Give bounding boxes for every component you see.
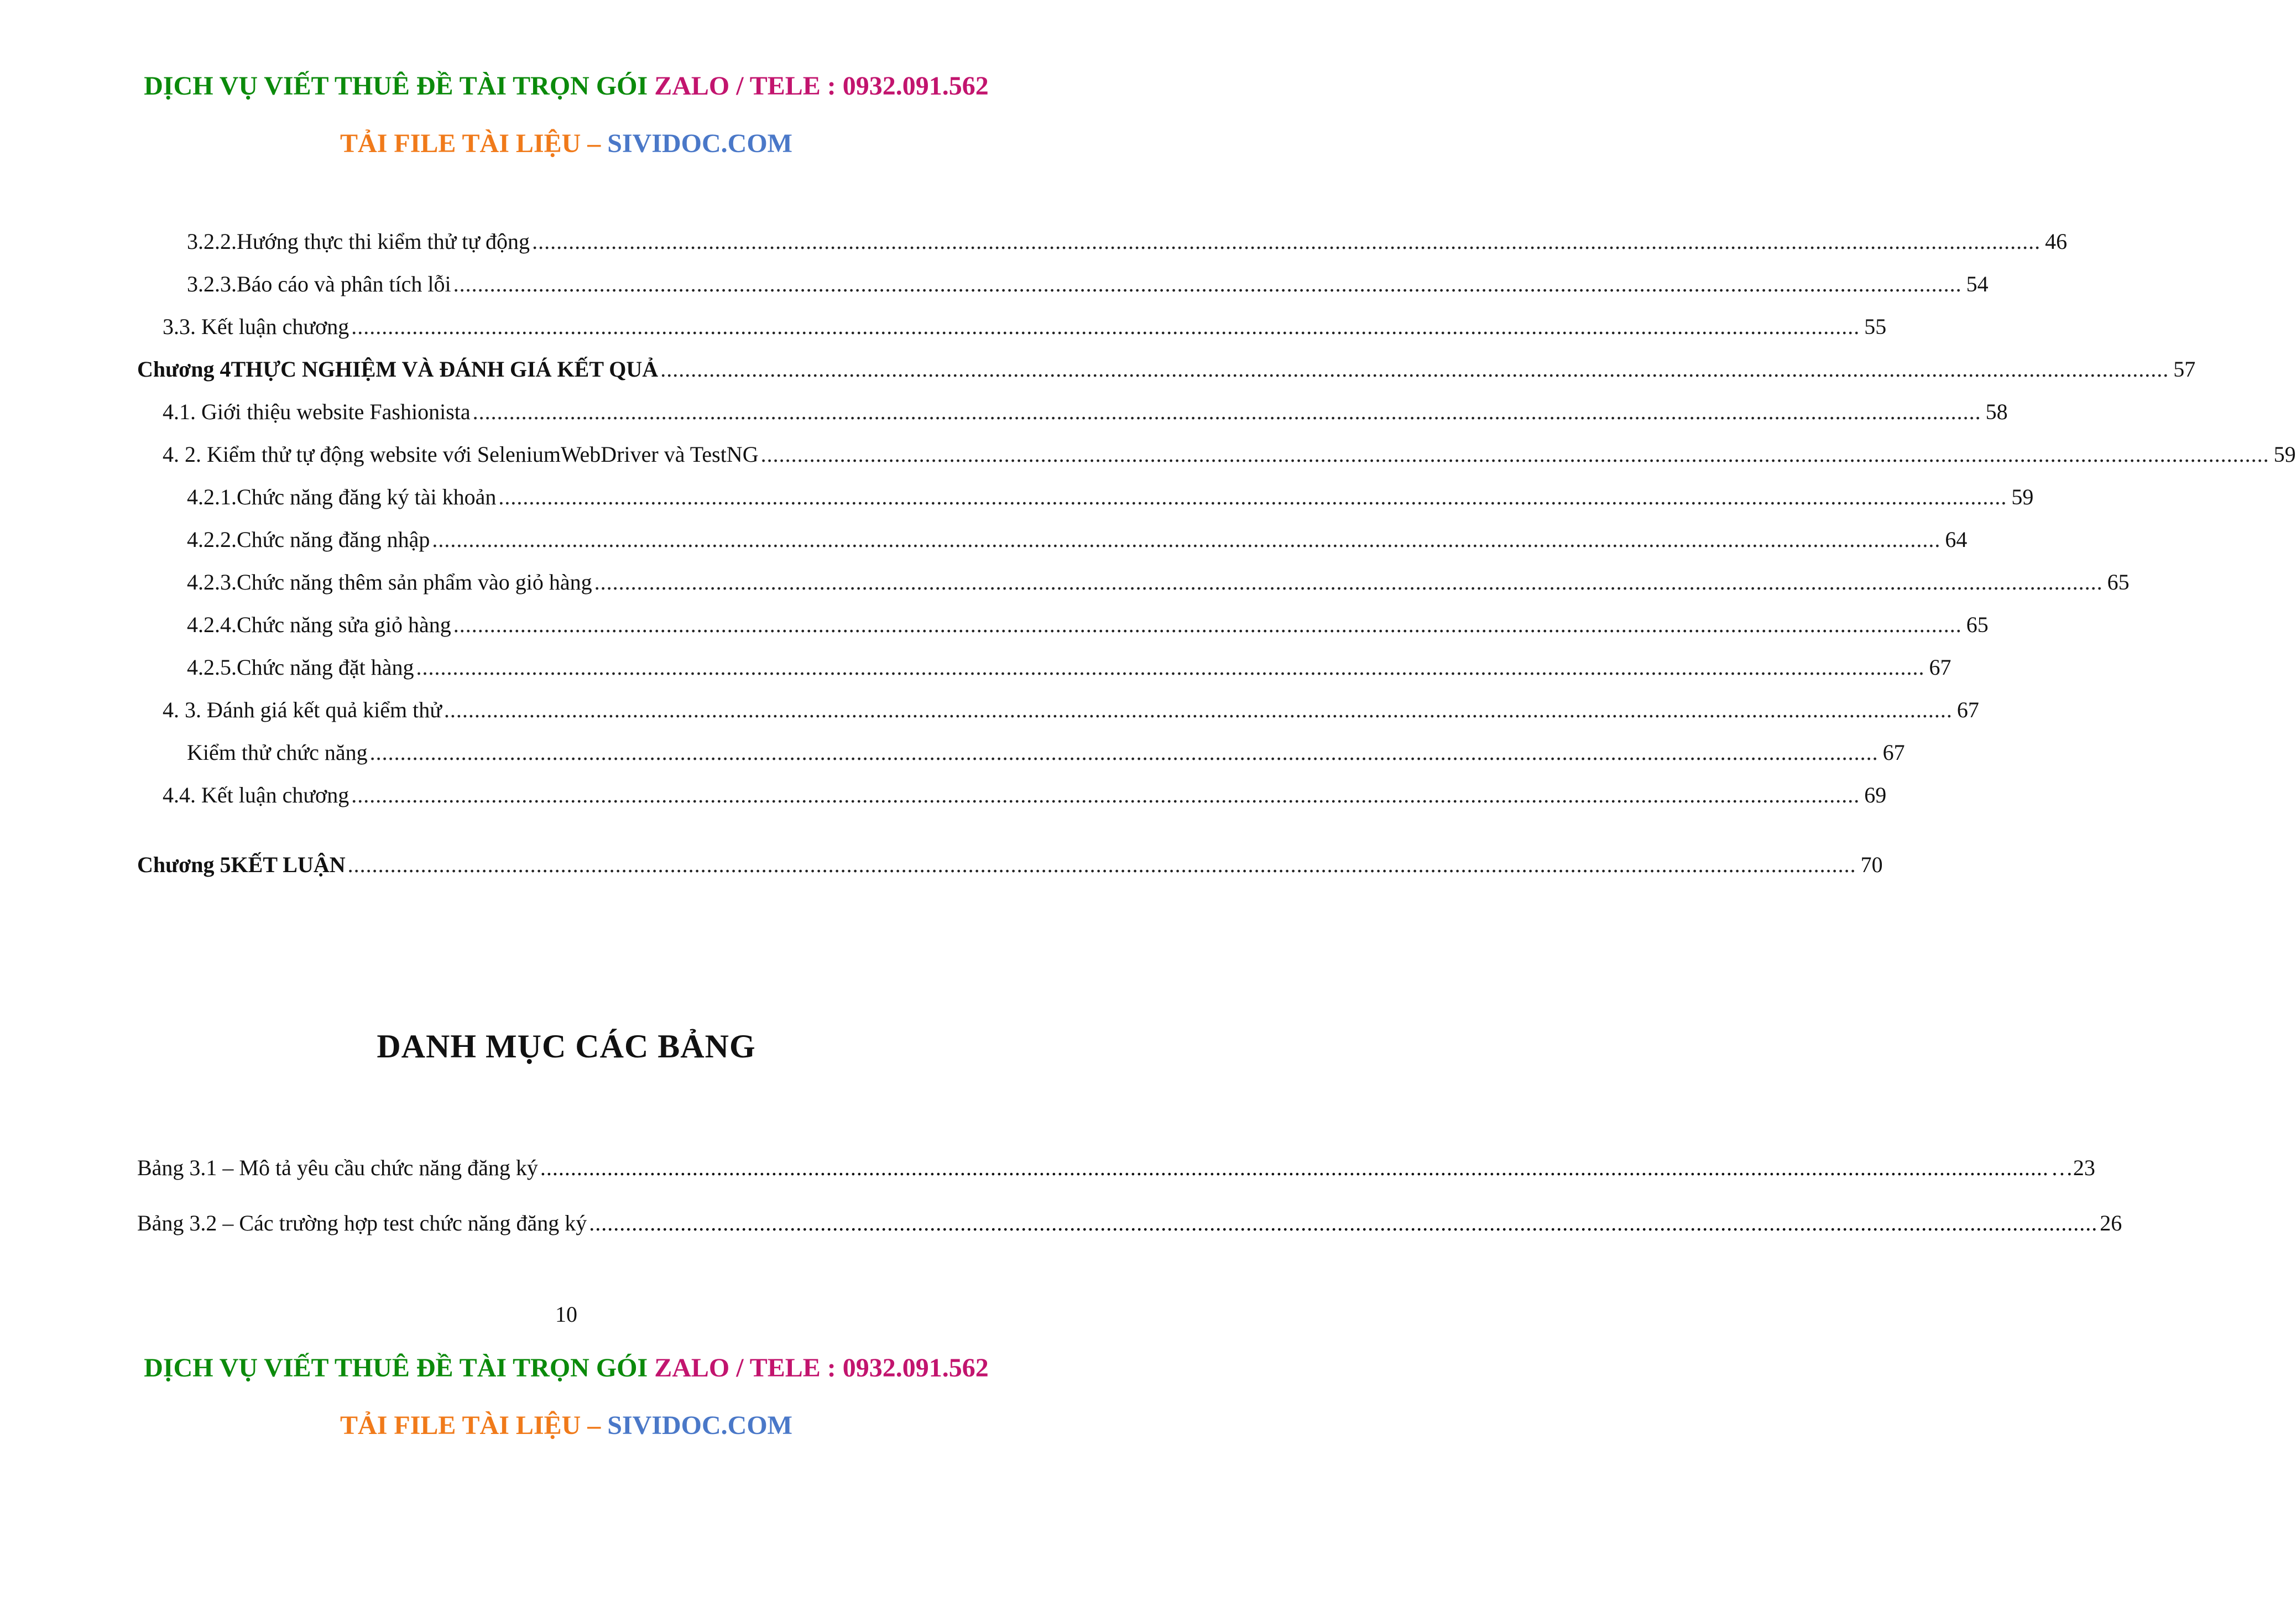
footer-banner-line1 (0, 1353, 1133, 1383)
toc-leader-dots: ........................................................................................................................................................................................................................................................ (416, 655, 1925, 680)
toc-entry-title: 4. 2. Kiểm thử tự động website với SeleniumWebDriver và TestNG (163, 442, 759, 467)
toc-entry-number: 4.2.2. (187, 527, 237, 552)
banner-site-link[interactable]: SIVIDOC.COM (607, 129, 792, 158)
table-list-entry-title: Bảng 3.2 – Các trường hợp test chức năng đăng ký (137, 1211, 587, 1235)
list-of-tables-heading: DANH MỤC CÁC BẢNG (377, 1028, 756, 1065)
toc-leader-dots: ........................................................................................................................................................................................................................................................ (472, 399, 1981, 424)
toc-entry-page: 65 (2107, 570, 2130, 594)
toc-entry-page: 67 (1882, 740, 1905, 765)
toc-entry[interactable] (163, 782, 1887, 815)
toc-chapter-number: Chương 4 (137, 357, 231, 382)
toc-entry-page: 57 (2173, 357, 2196, 382)
table-list-entry[interactable] (137, 1210, 2122, 1243)
toc-entry-number: 3.2.2. (187, 229, 237, 254)
toc-leader-dots: ........................................................................................................................................................................................................................................................ (498, 484, 2007, 509)
toc-leader-dots: ........................................................................................................................................................................................................................................................ (351, 783, 1860, 807)
toc-leader-dots: ........................................................................................................................................................................................................................................................ (443, 697, 1953, 722)
toc-chapter-number: Chương 5 (137, 852, 231, 877)
footer-banner-line2 (0, 1410, 1133, 1441)
toc-leader-dots: ........................................................................................................................................................................................................................................................ (660, 357, 2169, 382)
toc-entry-page: 58 (1985, 399, 2008, 424)
toc-entry[interactable] (187, 654, 1951, 687)
toc-entry-page: 67 (1956, 697, 1979, 722)
toc-entry[interactable] (163, 697, 1979, 730)
toc-entry[interactable] (163, 314, 1887, 347)
toc-entry-page: 67 (1929, 655, 1951, 680)
toc-entry-page: 55 (1864, 314, 1887, 339)
header-banner-line2 (0, 128, 1133, 159)
toc-entry-number: 3. (163, 314, 179, 339)
toc-entry-title: Hướng thực thi kiểm thử tự động (237, 229, 530, 254)
toc-leader-dots: ........................................................................................................................................................................................................................................................ (453, 272, 1962, 296)
toc-entry[interactable] (187, 271, 1989, 304)
toc-entry-page: 64 (1945, 527, 1968, 552)
table-list-entry-title: Bảng 3.1 – Mô tả yêu cầu chức năng đăng ký (137, 1155, 538, 1180)
toc-entry[interactable] (187, 612, 1989, 645)
toc-entry[interactable] (187, 739, 1905, 773)
toc-entry-number: 4.2.5. (187, 655, 237, 680)
toc-leader-dots: ........................................................................................................................................................................................................................................................ (432, 527, 1941, 552)
table-list-entry-page: 23 (2073, 1155, 2095, 1180)
toc-leader-dots: ........................................................................................................................................................................................................................................................ (760, 442, 2269, 467)
toc-leader-dots: ........................................................................................................................................................................................................................................................ (347, 852, 1856, 877)
header-banner-line1 (0, 71, 1133, 101)
toc-leader-dots: ........................................................................................................................................................................................................................................................ (594, 570, 2103, 594)
toc-entry[interactable] (163, 399, 2008, 432)
toc-entry-number: 4.2.1. (187, 484, 237, 509)
toc-entry-title: Chức năng đặt hàng (237, 655, 414, 680)
table-list-leader-dots: ........................................................................................................................................................................................................................................................ (540, 1155, 2049, 1180)
toc-entry-title: Chức năng sửa giỏ hàng (237, 612, 451, 637)
toc-leader-dots: ........................................................................................................................................................................................................................................................ (351, 314, 1860, 339)
toc-entry-number: 4. (163, 399, 179, 424)
toc-entry[interactable] (163, 441, 2296, 474)
toc-entry[interactable] (187, 569, 2130, 602)
banner-service-text: DỊCH VỤ VIẾT THUÊ ĐỀ TÀI TRỌN GÓI (144, 71, 648, 101)
toc-entry-page: 65 (1966, 612, 1989, 637)
toc-chapter-title: KẾT LUẬN (231, 852, 346, 877)
table-list-entry[interactable] (137, 1155, 2095, 1188)
toc-leader-dots: ........................................................................................................................................................................................................................................................ (369, 740, 1878, 765)
toc-chapter-entry[interactable] (137, 852, 1883, 885)
toc-entry-page: 46 (2045, 229, 2068, 254)
toc-entry[interactable] (187, 484, 2034, 517)
toc-entry[interactable] (187, 228, 2068, 262)
toc-chapter-entry[interactable] (137, 356, 2196, 389)
banner-download-text: TẢI FILE TÀI LIỆU – (340, 129, 601, 158)
toc-entry-title: Chức năng thêm sản phẩm vào giỏ hàng (237, 570, 592, 594)
toc-entry-title: Chức năng đăng nhập (237, 527, 430, 552)
toc-entry-title: Báo cáo và phân tích lỗi (237, 272, 451, 296)
toc-entry-number: 4. (163, 783, 179, 807)
page-number: 10 (555, 1302, 577, 1327)
toc-entry-title: 3. Kết luận chương (179, 314, 349, 339)
toc-entry-page: 54 (1966, 272, 1989, 296)
toc-entry-title: 4. Kết luận chương (179, 783, 349, 807)
toc-chapter-title: THỰC NGHIỆM VÀ ĐÁNH GIÁ KẾT QUẢ (231, 357, 659, 382)
banner-download-text: TẢI FILE TÀI LIỆU – (340, 1411, 601, 1440)
toc-entry-title: 1. Giới thiệu website Fashionista (179, 399, 471, 424)
table-list-entry-page: 26 (2100, 1211, 2122, 1235)
toc-leader-dots: ........................................................................................................................................................................................................................................................ (532, 229, 2041, 254)
toc-entry-title: Chức năng đăng ký tài khoản (237, 484, 497, 509)
banner-service-text: DỊCH VỤ VIẾT THUÊ ĐỀ TÀI TRỌN GÓI (144, 1353, 648, 1383)
toc-entry[interactable] (187, 526, 1968, 560)
toc-leader-dots: ........................................................................................................................................................................................................................................................ (453, 612, 1962, 637)
toc-entry-title: 4. 3. Đánh giá kết quả kiểm thử (163, 697, 442, 722)
toc-entry-page: 59 (2273, 442, 2296, 467)
toc-entry-title: Kiểm thử chức năng (187, 740, 368, 765)
table-list-ellipsis: … (2050, 1155, 2073, 1180)
toc-entry-page: 70 (1860, 852, 1883, 877)
table-list-leader-dots: ........................................................................................................................................................................................................................................................ (589, 1211, 2098, 1235)
toc-entry-number: 4.2.3. (187, 570, 237, 594)
banner-contact-text: ZALO / TELE : 0932.091.562 (654, 1353, 989, 1383)
toc-entry-number: 4.2.4. (187, 612, 237, 637)
toc-entry-number: 3.2.3. (187, 272, 237, 296)
toc-entry-page: 59 (2011, 484, 2034, 509)
banner-contact-text: ZALO / TELE : 0932.091.562 (654, 71, 989, 101)
banner-site-link[interactable]: SIVIDOC.COM (607, 1411, 792, 1440)
toc-entry-page: 69 (1864, 783, 1887, 807)
